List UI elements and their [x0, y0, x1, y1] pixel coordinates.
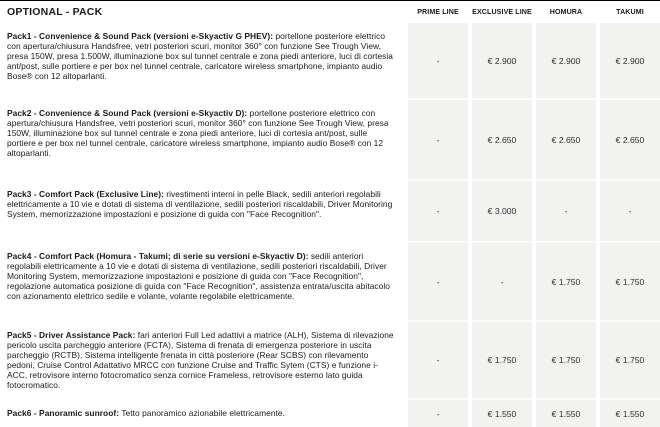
pack5-title: Pack5 - Driver Assistance Pack: — [7, 330, 136, 340]
pack2-price-homura: € 2.650 — [536, 100, 596, 181]
column-header-prime-line: PRIME LINE — [417, 8, 459, 16]
pack1-price-exclusive-line: € 2.900 — [472, 23, 532, 100]
column-header-exclusive-line: EXCLUSIVE LINE — [472, 8, 532, 16]
pack3-title: Pack3 - Comfort Pack (Exclusive Line): — [7, 189, 164, 199]
pack5-description — [0, 322, 404, 400]
pack1-price-homura: € 2.900 — [536, 23, 596, 100]
pack3-price-homura: - — [536, 181, 596, 243]
pack2-price-prime-line: - — [408, 100, 468, 181]
pack3-price-exclusive-line: € 3.000 — [472, 181, 532, 243]
pack5-price-prime-line: - — [408, 322, 468, 400]
pack2-price-takumi: € 2.650 — [600, 100, 660, 181]
column-header-takumi: TAKUMI — [616, 8, 644, 16]
pack4-title: Pack4 - Comfort Pack (Homura - Takumi; di serie su versioni e-Skyactiv D): — [7, 251, 309, 261]
pack6-price-takumi: € 1.550 — [600, 400, 660, 427]
table-row-pack4 — [0, 243, 660, 322]
pack5-description-text: fari anteriori Full Led adattivi a matrice (ALH), Sistema di rilevazione pericolo uscita parcheggio anteriore (FCTA), Sistema di frenata di emergenza posteriore in uscita parcheggio (RCTB), Sistema intelligente frenata in città posteriore (Rear SCBS) con rilevamento pedoni, Cruise Control Adattativo MRCC con funzione Cruise and Traffic Sytem (CTS) e funzione i-ACC, retrovisore interno fotocromatico senza cornice Frameless, retrovisore esterno lato guida fotocromatico. — [7, 330, 394, 390]
pack2-title: Pack2 - Convenience & Sound Pack (versioni e-Skyactiv D): — [7, 108, 248, 118]
pack1-description-text: portellone posteriore elettrico con apertura/chiusura Handsfree, vetri posteriori scuri, monitor 360° con funzione See Trough View, presa 150W, presa 1.500W, illuminazione box sul tunnel centrale e zona piedi anteriore, luci di cortesia ant/post, sulle portiere e per box nel tunnel centrale, caricatore wireless smartphone, impianto audio Bose® con 12 altoparlanti. — [7, 31, 394, 81]
pack4-price-homura: € 1.750 — [536, 243, 596, 322]
pack4-price-prime-line: - — [408, 243, 468, 322]
table-row-pack6 — [0, 400, 660, 427]
pack4-description-text: sedili anteriori regolabili elettricamente a 10 vie e dotati di sistema di ventilazione, sedili posteriori riscaldabili, Driver Monitoring System, memorizzazione impostazioni e posizione di guida con "Face Recognition", regolazione automatica posizione di guida con "Face Recognition", assistenza entrata/uscita abitacolo con azionamento elettrico sedile e volante, volante regolabile elettricamente. — [7, 251, 390, 301]
pack6-price-prime-line: - — [408, 400, 468, 427]
pack2-description — [0, 100, 404, 181]
pack5-price-homura: € 1.750 — [536, 322, 596, 400]
pack1-description — [0, 23, 404, 100]
page-title: OPTIONAL - PACK — [7, 6, 103, 18]
pack4-price-takumi: € 1.750 — [600, 243, 660, 322]
pack6-description — [0, 400, 404, 427]
pack6-description-text: Tetto panoramico azionabile elettricamente. — [121, 408, 286, 418]
pack3-price-takumi: - — [600, 181, 660, 243]
pack3-price-prime-line: - — [408, 181, 468, 243]
table-row-pack3 — [0, 181, 660, 243]
pack4-price-exclusive-line: - — [472, 243, 532, 322]
table-header — [0, 1, 660, 23]
pack2-description-text: portellone posteriore elettrico con apertura/chiusura Handsfree, vetri posteriori scuri, monitor 360° con funzione See Trough View, presa 150W, illuminazione box sul tunnel centrale e zona piedi anteriore, luci di cortesia ant/post, sulle portiere e per box nel tunnel centrale, caricatore wireless smartphone, impianto audio Bose® con 12 altoparlanti. — [7, 108, 389, 158]
pack3-description-text: rivestimenti interni in pelle Black, sedili anteriori regolabili elettricamente a 10 vie e dotati di sistema di ventilazione, sedili posteriori riscaldabili, Driver Monitoring System, memorizzazione impostazioni e posizione di guida con "Face Recognition". — [7, 189, 393, 219]
column-header-homura: HOMURA — [549, 8, 583, 16]
table-row-pack5 — [0, 322, 660, 400]
pack3-description — [0, 181, 404, 243]
pack1-price-prime-line: - — [408, 23, 468, 100]
pack6-price-homura: € 1.550 — [536, 400, 596, 427]
table-row-pack1 — [0, 23, 660, 100]
pack6-price-exclusive-line: € 1.550 — [472, 400, 532, 427]
pack5-price-takumi: € 1.750 — [600, 322, 660, 400]
pack1-price-takumi: € 2.900 — [600, 23, 660, 100]
pack6-title: Pack6 - Panoramic sunroof: — [7, 408, 120, 418]
pack1-title: Pack1 - Convenience & Sound Pack (versioni e-Skyactiv G PHEV): — [7, 31, 274, 41]
pack2-price-exclusive-line: € 2.650 — [472, 100, 532, 181]
pack4-description — [0, 243, 404, 322]
table-row-pack2 — [0, 100, 660, 181]
pack5-price-exclusive-line: € 1.750 — [472, 322, 532, 400]
